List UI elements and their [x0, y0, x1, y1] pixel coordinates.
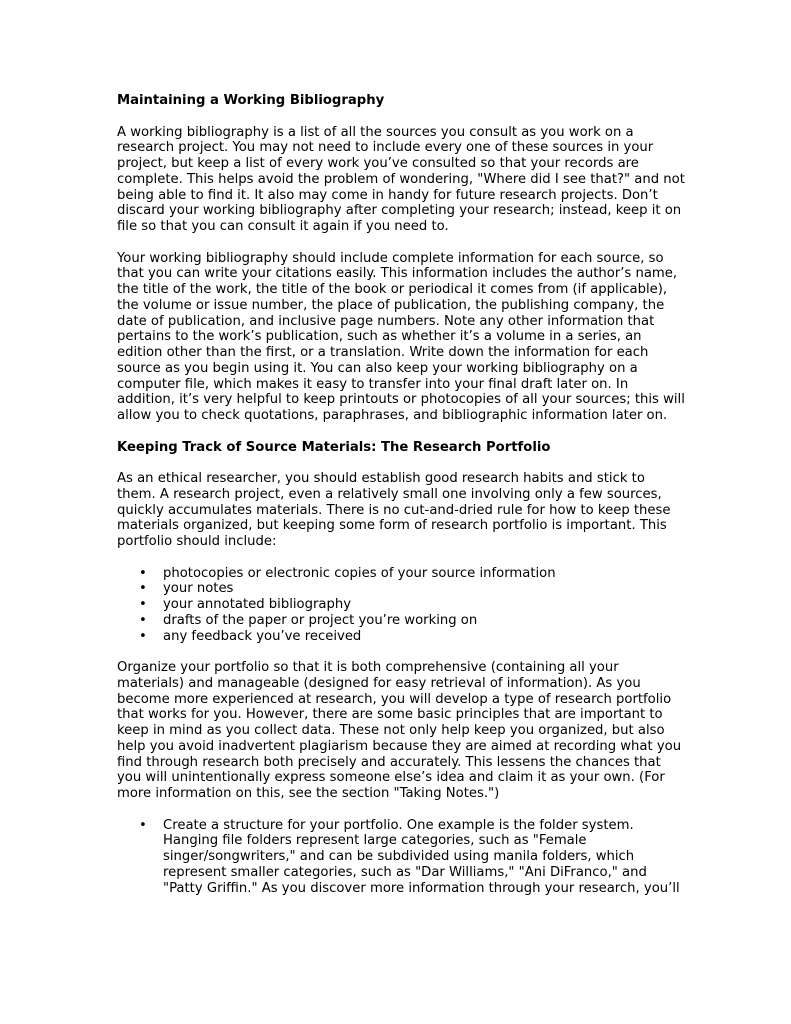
list-item: [117, 566, 687, 582]
paragraph-working-bibliography-details: Your working bibliography should include complete information for each source, so that you can write your citations easily. This information includes the author’s name, the title of the work, the title of the book or periodical it comes from (if applicable), the volume or issue number, the place of publication, the publishing company, the date of publication, and inclusive page numbers. Note any other information that pertains to the work’s publication, such as whether it’s a volume in a series, an edition other than the first, or a translation. Write down the information for each source as you begin using it. You can also keep your working bibliography on a computer file, which makes it easy to transfer into your final draft later on. In addition, it’s very helpful to keep printouts or photocopies of all your sources; this will allow you to check quotations, paraphrases, and bibliographic information later on.: [117, 250, 685, 423]
bullet-icon: •: [139, 628, 147, 644]
list-item-text: your annotated bibliography: [163, 597, 352, 612]
list-item-text: photocopies or electronic copies of your source information: [163, 565, 556, 581]
bullet-icon: •: [139, 581, 147, 597]
list-item-text: drafts of the paper or project you’re working on: [163, 612, 478, 628]
list-item: [117, 597, 687, 613]
paragraph-research-portfolio-intro: As an ethical researcher, you should establish good research habits and stick to them. A research project, even a relatively small one involving only a few sources, quickly accumulates materials. There is no cut-and-dried rule for how to keep these materials organized, but keeping some form of research portfolio is important. This portfolio should include:: [117, 471, 671, 549]
bullet-icon: •: [139, 612, 147, 628]
portfolio-items-list: [117, 566, 687, 645]
portfolio-principles-list: [117, 818, 687, 897]
section-heading-research-portfolio: Keeping Track of Source Materials: The Research Portfolio: [117, 439, 551, 455]
list-item-text: Create a structure for your portfolio. One example is the folder system. Hanging file folders represent large categories, such as "Female singer/songwriters," and can be subdivided using manila folders, which represent smaller categories, such as "Dar Williams," "Ani DiFranco," and "Patty Griffin." As you discover more information through your research, you’ll: [163, 817, 680, 896]
list-item-text: any feedback you’ve received: [163, 628, 362, 644]
section-heading-working-bibliography: Maintaining a Working Bibliography: [117, 93, 385, 108]
paragraph-working-bibliography-intro: A working bibliography is a list of all the sources you consult as you work on a research project. You may not need to include every one of these sources in your project, but keep a list of every work you’ve consulted so that your records are complete. This helps avoid the problem of wondering, "Where did I see that?" and not being able to find it. It also may come in handy for future research projects. Don’t discard your working bibliography after completing your research; instead, keep it on file so that you can consult it again if you need to.: [117, 124, 685, 234]
paragraph-organize-portfolio: Organize your portfolio so that it is both comprehensive (containing all your materials) and manageable (designed for easy retrieval of information). As you become more experienced at research, you will develop a type of research portfolio that works for you. However, there are some basic principles that are important to keep in mind as you collect data. These not only help keep you organized, but also help you avoid inadvertent plagiarism because they are aimed at recording what you find through research both precisely and accurately. This lessens the chances that you will unintentionally express someone else’s idea and claim it as your own. (For more information on this, see the section "Taking Notes."): [117, 660, 682, 801]
document-page: [117, 93, 687, 896]
list-item: [117, 581, 687, 597]
list-item: [117, 629, 687, 645]
bullet-icon: •: [139, 817, 147, 833]
bullet-icon: •: [139, 597, 147, 612]
list-item: [117, 818, 687, 897]
bullet-icon: •: [139, 565, 147, 581]
list-item: [117, 613, 687, 629]
list-item-text: your notes: [163, 581, 234, 597]
